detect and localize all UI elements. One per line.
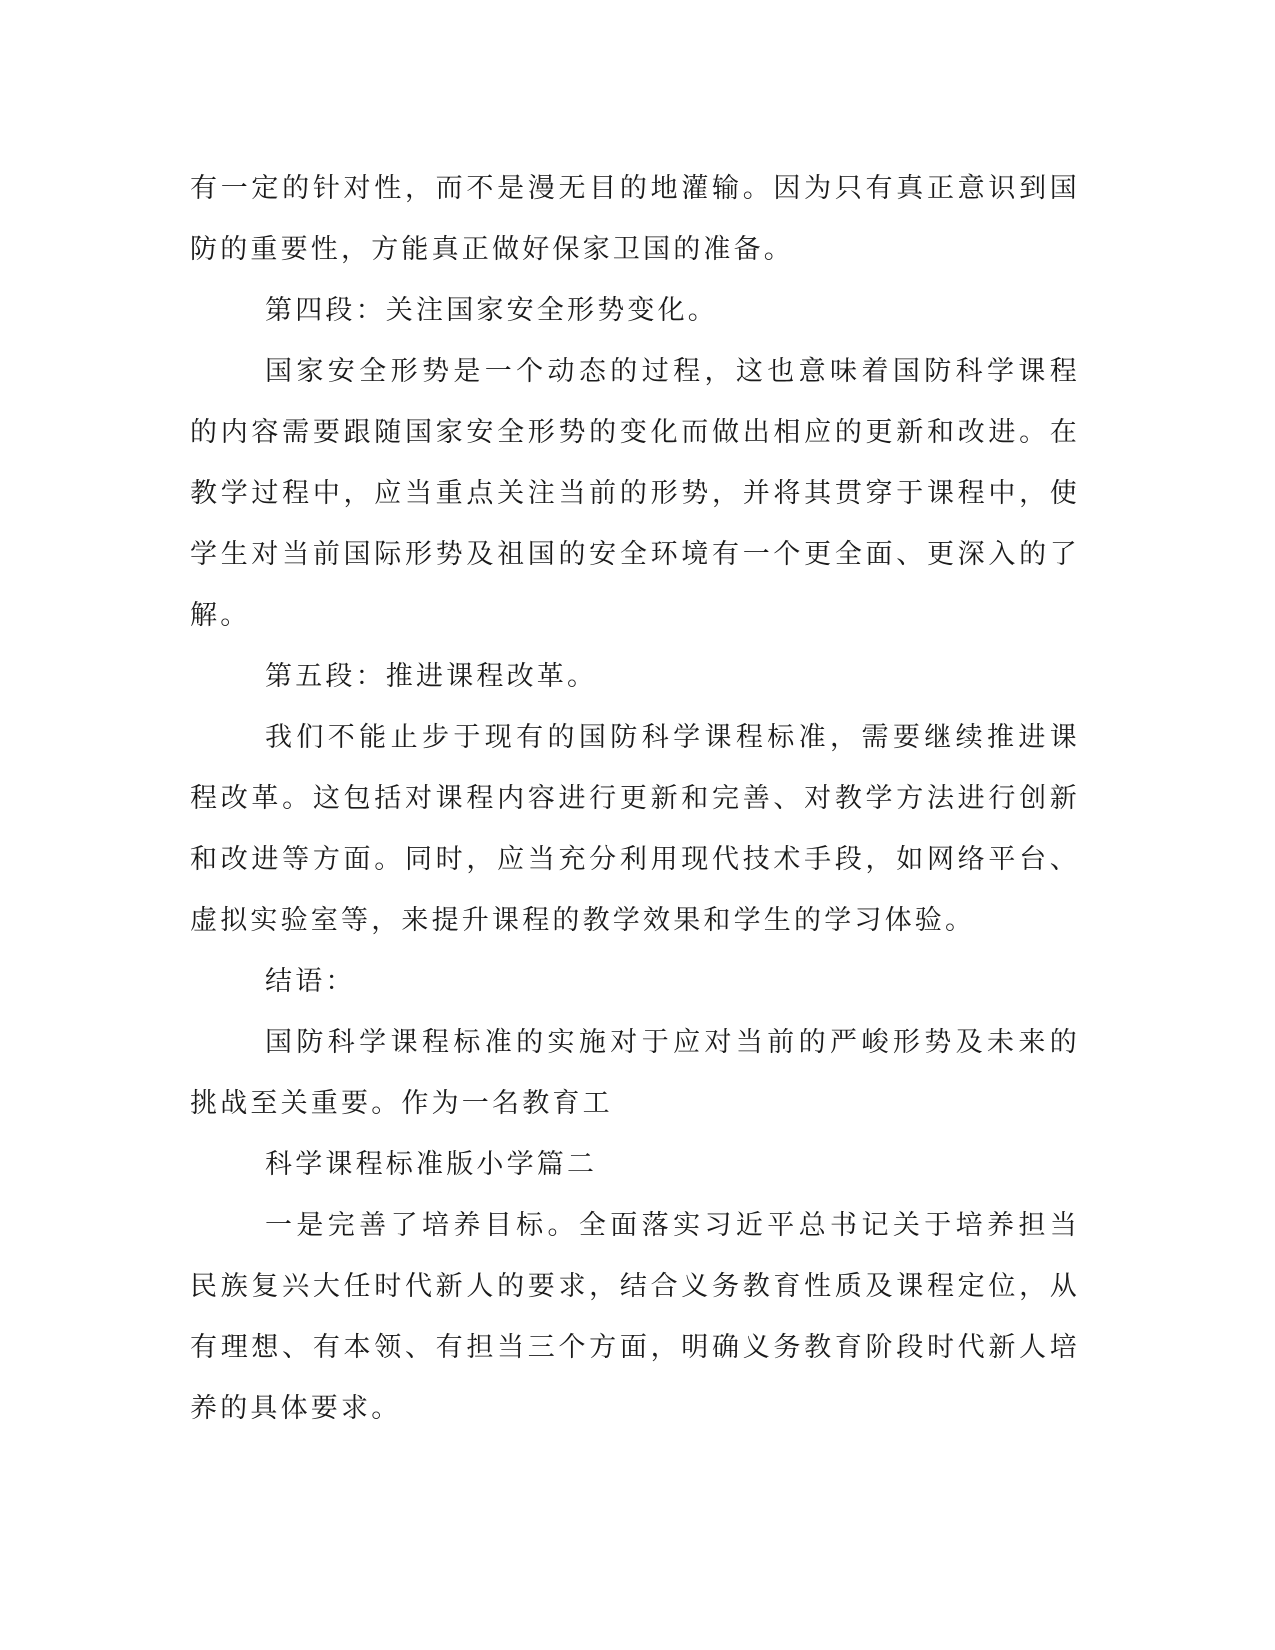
document-body (190, 158, 1080, 1439)
conclusion-heading: 结语： (265, 966, 356, 997)
paragraph-continuation: 有一定的针对性，而不是漫无目的地灌输。因为只有真正意识到国防的重要性，方能真正做好保家卫国的准备。 (190, 173, 1080, 265)
paragraph-security-situation: 国家安全形势是一个动态的过程，这也意味着国防科学课程的内容需要跟随国家安全形势的变化而做出相应的更新和改进。在教学过程中，应当重点关注当前的形势，并将其贯穿于课程中，使学生对当前国际形势及祖国的安全环境有一个更全面、更深入的了解。 (190, 356, 1080, 631)
section-heading-4: 第四段：关注国家安全形势变化。 (265, 295, 718, 326)
paragraph-training-goals: 一是完善了培养目标。全面落实习近平总书记关于培养担当民族复兴大任时代新人的要求，结合义务教育性质及课程定位，从有理想、有本领、有担当三个方面，明确义务教育阶段时代新人培养的具体要求。 (190, 1210, 1080, 1424)
article-title-part-2: 科学课程标准版小学篇二 (265, 1149, 598, 1180)
section-heading-5: 第五段：推进课程改革。 (265, 661, 598, 692)
paragraph-curriculum-reform: 我们不能止步于现有的国防科学课程标准，需要继续推进课程改革。这包括对课程内容进行更新和完善、对教学方法进行创新和改进等方面。同时，应当充分利用现代技术手段，如网络平台、虚拟实验室等，来提升课程的教学效果和学生的学习体验。 (190, 722, 1080, 936)
paragraph-conclusion: 国防科学课程标准的实施对于应对当前的严峻形势及未来的挑战至关重要。作为一名教育工 (190, 1027, 1080, 1119)
